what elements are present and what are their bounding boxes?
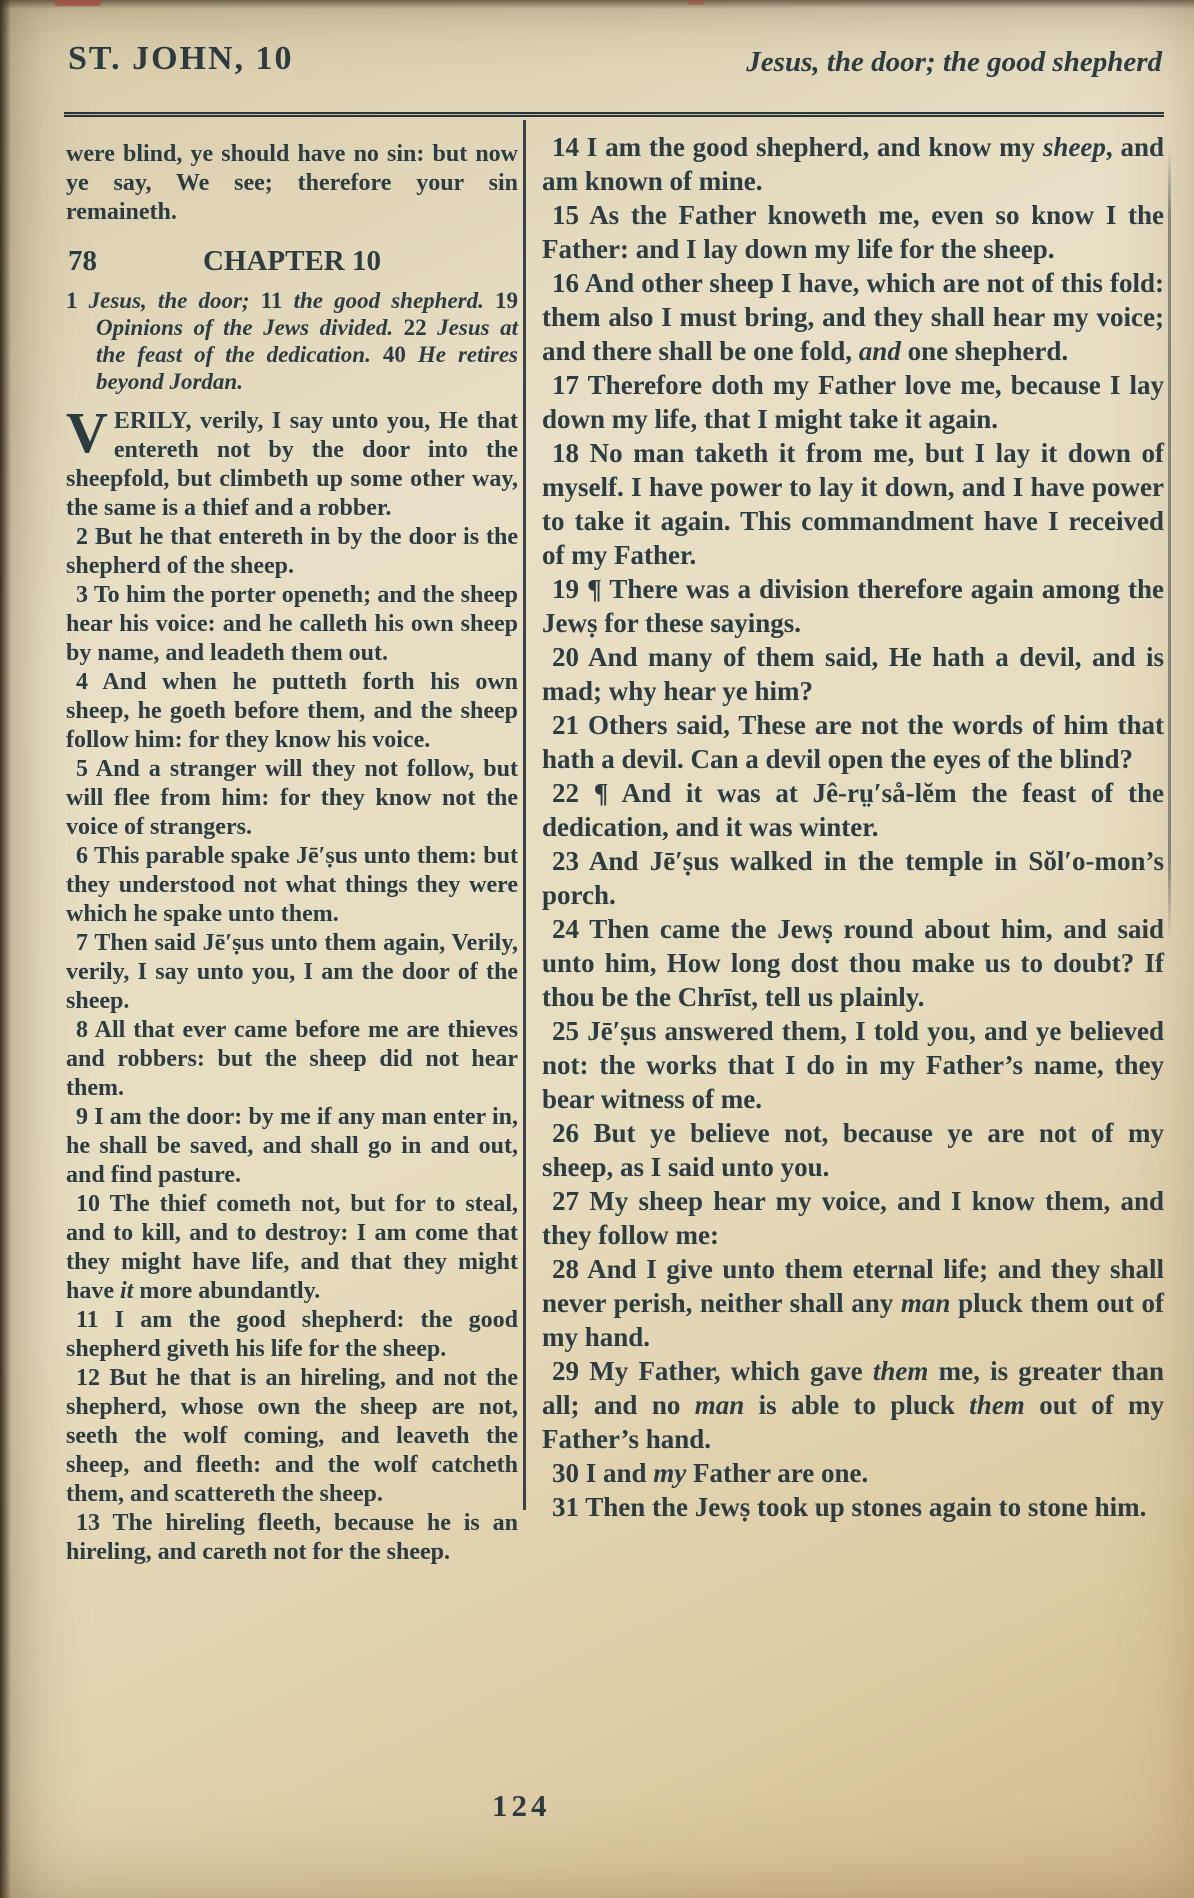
verse-number: 3 <box>76 582 94 608</box>
verse-text: Then said Jē′ṣus unto them again, Verily, verily, I say unto you, I am the door of the sheep. <box>66 930 518 1014</box>
summary-verse-number: 22 <box>403 315 438 340</box>
pilcrow: ¶ <box>587 574 610 604</box>
verse-text: more abundantly. <box>133 1278 321 1304</box>
verse-number: 8 <box>76 1017 95 1043</box>
verse-text: Therefore doth my Father love me, because I lay down my life, that I might take it again. <box>542 370 1165 434</box>
verse-25 <box>542 1014 1164 1116</box>
verse-31 <box>542 1490 1164 1524</box>
verse-text: This parable spake Jē′ṣus unto them: but they understood not what things they were which he spake unto them. <box>66 843 518 927</box>
verse-text: But ye believe not, because ye are not of my sheep, as I said unto you. <box>542 1118 1164 1182</box>
verse-text: me, is greater than all; and no <box>542 1356 1165 1420</box>
verse-16 <box>542 266 1164 368</box>
summary-text: Jesus at the feast of the dedication. <box>96 315 519 367</box>
verse-20 <box>542 640 1164 708</box>
verse-text-italic: my <box>653 1458 687 1488</box>
verse-text-italic: man <box>694 1390 745 1420</box>
drop-cap: V <box>66 400 108 465</box>
verse-number: 6 <box>76 843 94 869</box>
continuation-text: were blind, ye should have no sin: but now ye say, We see; therefore your sin remaineth. <box>66 141 518 225</box>
verses-left <box>66 400 518 1567</box>
verse-number: 15 <box>552 200 590 230</box>
verse-3 <box>66 581 518 668</box>
verse-number: 26 <box>552 1118 594 1148</box>
verse-number: 30 <box>552 1458 586 1488</box>
summary-verse-number: 11 <box>260 288 294 313</box>
verse-text: I am the door: by me if any man enter in, he shall be saved, and shall go in and out, and find pasture. <box>66 1104 518 1188</box>
verse-12 <box>66 1364 518 1509</box>
facing-page-gutter-line <box>1168 150 1171 940</box>
verse-text: is able to pluck <box>744 1390 970 1420</box>
verse-text: No man taketh it from me, but I lay it down of myself. I have power to lay it down, and I have power to take it again. This commandment have I received of my Father. <box>542 438 1165 570</box>
verse-text: I and <box>585 1458 654 1488</box>
verse-number: 16 <box>552 268 585 298</box>
verse-text-italic: them <box>969 1390 1025 1420</box>
summary-verse-number: 19 <box>495 288 519 313</box>
summary-verse-number: 40 <box>382 342 418 367</box>
verse-text: ERILY, verily, I say unto you, He that entereth not by the door into the sheepfold, but climbeth up some other way, the same is a thief and a robber. <box>66 408 518 521</box>
verse-8 <box>66 1016 518 1103</box>
section-number: 78 <box>68 245 97 277</box>
verse-4 <box>66 668 518 755</box>
verse-text: To him the porter openeth; and the sheep hear his voice: and he calleth his own sheep by name, and leadeth them out. <box>66 582 518 666</box>
verse-text: There was a division therefore again among the Jewṣ for these sayings. <box>542 574 1165 638</box>
header-rule <box>64 112 1164 118</box>
left-column <box>66 140 518 1567</box>
verse-text: And when he putteth forth his own sheep, he goeth before them, and the sheep follow him: for they know his voice. <box>66 669 518 753</box>
verse-7 <box>66 929 518 1016</box>
chapter-title: CHAPTER 10 <box>202 245 382 277</box>
verse-number: 20 <box>552 642 589 672</box>
verse-text: pluck them out of my hand. <box>542 1288 1164 1352</box>
verse-text: And many of them said, He hath a devil, and is mad; why hear ye him? <box>542 642 1165 706</box>
verse-number: 14 <box>552 132 587 162</box>
verse-text: , and am known of mine. <box>542 132 1164 196</box>
verses-right <box>542 130 1164 1524</box>
verse-number: 12 <box>76 1365 110 1391</box>
verse-6 <box>66 842 518 929</box>
verse-number: 22 <box>552 778 594 808</box>
verse-text: All that ever came before me are thieves and robbers: but the sheep did not hear them. <box>66 1017 518 1101</box>
verse-text-italic: man <box>900 1288 951 1318</box>
verse-text: But he that is an hireling, and not the shepherd, whose own the sheep are not, seeth the wolf coming, and leaveth the sheep, and fleeth: and the wolf catcheth them, and scattereth the sheep. <box>66 1365 518 1507</box>
verse-30 <box>542 1456 1164 1490</box>
verse-number: 5 <box>76 756 96 782</box>
verse-number: 25 <box>552 1016 588 1046</box>
verse-text-italic: sheep <box>1042 132 1106 162</box>
verse-number: 23 <box>552 846 589 876</box>
verse-10 <box>66 1190 518 1306</box>
verse-text: The thief cometh not, but for to steal, and to kill, and to destroy: I am come that they might have life, and that they might have <box>66 1191 518 1304</box>
verse-text: And I give unto them eternal life; and they shall never perish, neither shall any <box>542 1254 1164 1318</box>
page-edge-shadow-left <box>0 0 11 1898</box>
verse-24 <box>542 912 1164 1014</box>
verse-number: 21 <box>552 710 589 740</box>
verse-18 <box>542 436 1164 572</box>
verse-text: Jē′ṣus answered them, I told you, and ye believed not: the works that I do in my Father’s name, they bear witness of me. <box>542 1016 1164 1114</box>
verse-22 <box>542 776 1164 844</box>
verse-text: But he that entereth in by the door is the shepherd of the sheep. <box>66 524 518 579</box>
verse-text: As the Father knoweth me, even so know I the Father: and I lay down my life for the sheep. <box>542 200 1164 264</box>
verse-text: And it was at Jê-rṳ′så-lĕm the feast of the dedication, and it was winter. <box>542 778 1165 842</box>
summary-text: the good shepherd. <box>293 288 496 313</box>
verse-text: The hireling fleeth, because he is an hireling, and careth not for the sheep. <box>66 1510 518 1565</box>
verse-15 <box>542 198 1164 266</box>
verse-number: 19 <box>552 574 588 604</box>
verse-1 <box>66 400 518 523</box>
column-divider <box>523 120 526 1510</box>
pilcrow: ¶ <box>593 778 622 808</box>
verse-number: 10 <box>76 1191 110 1217</box>
verse-text: out of my Father’s hand. <box>542 1390 1164 1454</box>
verse-text: Others said, These are not the words of him that hath a devil. Can a devil open the eyes of the blind? <box>542 710 1164 774</box>
page-number: 124 <box>492 1788 551 1823</box>
verse-text: Father are one. <box>686 1458 869 1488</box>
summary-text: He retires beyond Jordan. <box>96 342 519 394</box>
verse-text-italic: it <box>120 1278 134 1304</box>
verse-number: 4 <box>76 669 103 695</box>
verse-number: 11 <box>76 1307 115 1333</box>
verse-number: 2 <box>76 524 95 550</box>
verse-number: 31 <box>552 1492 586 1522</box>
verse-number: 17 <box>552 370 588 400</box>
running-head-summary: Jesus, the door; the good shepherd <box>746 46 1162 78</box>
verse-text: one shepherd. <box>900 336 1069 366</box>
verse-text: And other sheep I have, which are not of this fold: them also I must bring, and they shall hear my voice; and there shall be one fold, <box>542 268 1164 366</box>
verse-2 <box>66 523 518 581</box>
verse-23 <box>542 844 1164 912</box>
verse-text: And Jē′ṣus walked in the temple in Sŏl′o-mon’s porch. <box>542 846 1164 910</box>
verse-21 <box>542 708 1164 776</box>
verse-11 <box>66 1306 518 1364</box>
chapter-heading <box>66 245 518 277</box>
verse-text: And a stranger will they not follow, but will flee from him: for they know not the voice of strangers. <box>66 756 518 840</box>
verse-19 <box>542 572 1164 640</box>
red-ink-mark <box>688 0 704 5</box>
verse-text-italic: them <box>872 1356 929 1386</box>
verse-number: 27 <box>552 1186 590 1216</box>
verse-27 <box>542 1184 1164 1252</box>
verse-text: Then came the Jewṣ round about him, and said unto him, How long dost thou make us to doubt? If thou be the Chrīst, tell us plainly. <box>542 914 1164 1012</box>
verse-text: I am the good shepherd: the good shepherd giveth his life for the sheep. <box>66 1307 518 1362</box>
summary-verse-number: 1 <box>66 288 89 313</box>
verse-text: My sheep hear my voice, and I know them, and they follow me: <box>542 1186 1164 1250</box>
verse-number: 18 <box>552 438 590 468</box>
chapter-summary <box>66 287 518 395</box>
red-ink-mark <box>55 0 101 6</box>
verse-number: 13 <box>76 1510 113 1536</box>
page-edge-shadow-top <box>0 0 1194 9</box>
verse-5 <box>66 755 518 842</box>
verse-29 <box>542 1354 1164 1456</box>
verse-number: 28 <box>552 1254 588 1284</box>
verse-number: 29 <box>552 1356 590 1386</box>
verse-number: 24 <box>552 914 590 944</box>
running-head-book-chapter: ST. JOHN, 10 <box>68 40 294 77</box>
verse-28 <box>542 1252 1164 1354</box>
verse-14 <box>542 130 1164 198</box>
summary-text: Opinions of the Jews divided. <box>96 315 404 340</box>
verse-text: Then the Jewṣ took up stones again to stone him. <box>585 1492 1147 1522</box>
verse-17 <box>542 368 1164 436</box>
verse-text: My Father, which gave <box>589 1356 873 1386</box>
verse-number: 9 <box>76 1104 95 1130</box>
verse-number: 7 <box>76 930 95 956</box>
summary-text: Jesus, the door; <box>88 288 261 313</box>
verse-13 <box>66 1509 518 1567</box>
verse-9 <box>66 1103 518 1190</box>
verse-text: I am the good shepherd, and know my <box>586 132 1043 162</box>
right-column <box>542 130 1164 1524</box>
verse-26 <box>542 1116 1164 1184</box>
verse-text-italic: and <box>858 336 901 366</box>
